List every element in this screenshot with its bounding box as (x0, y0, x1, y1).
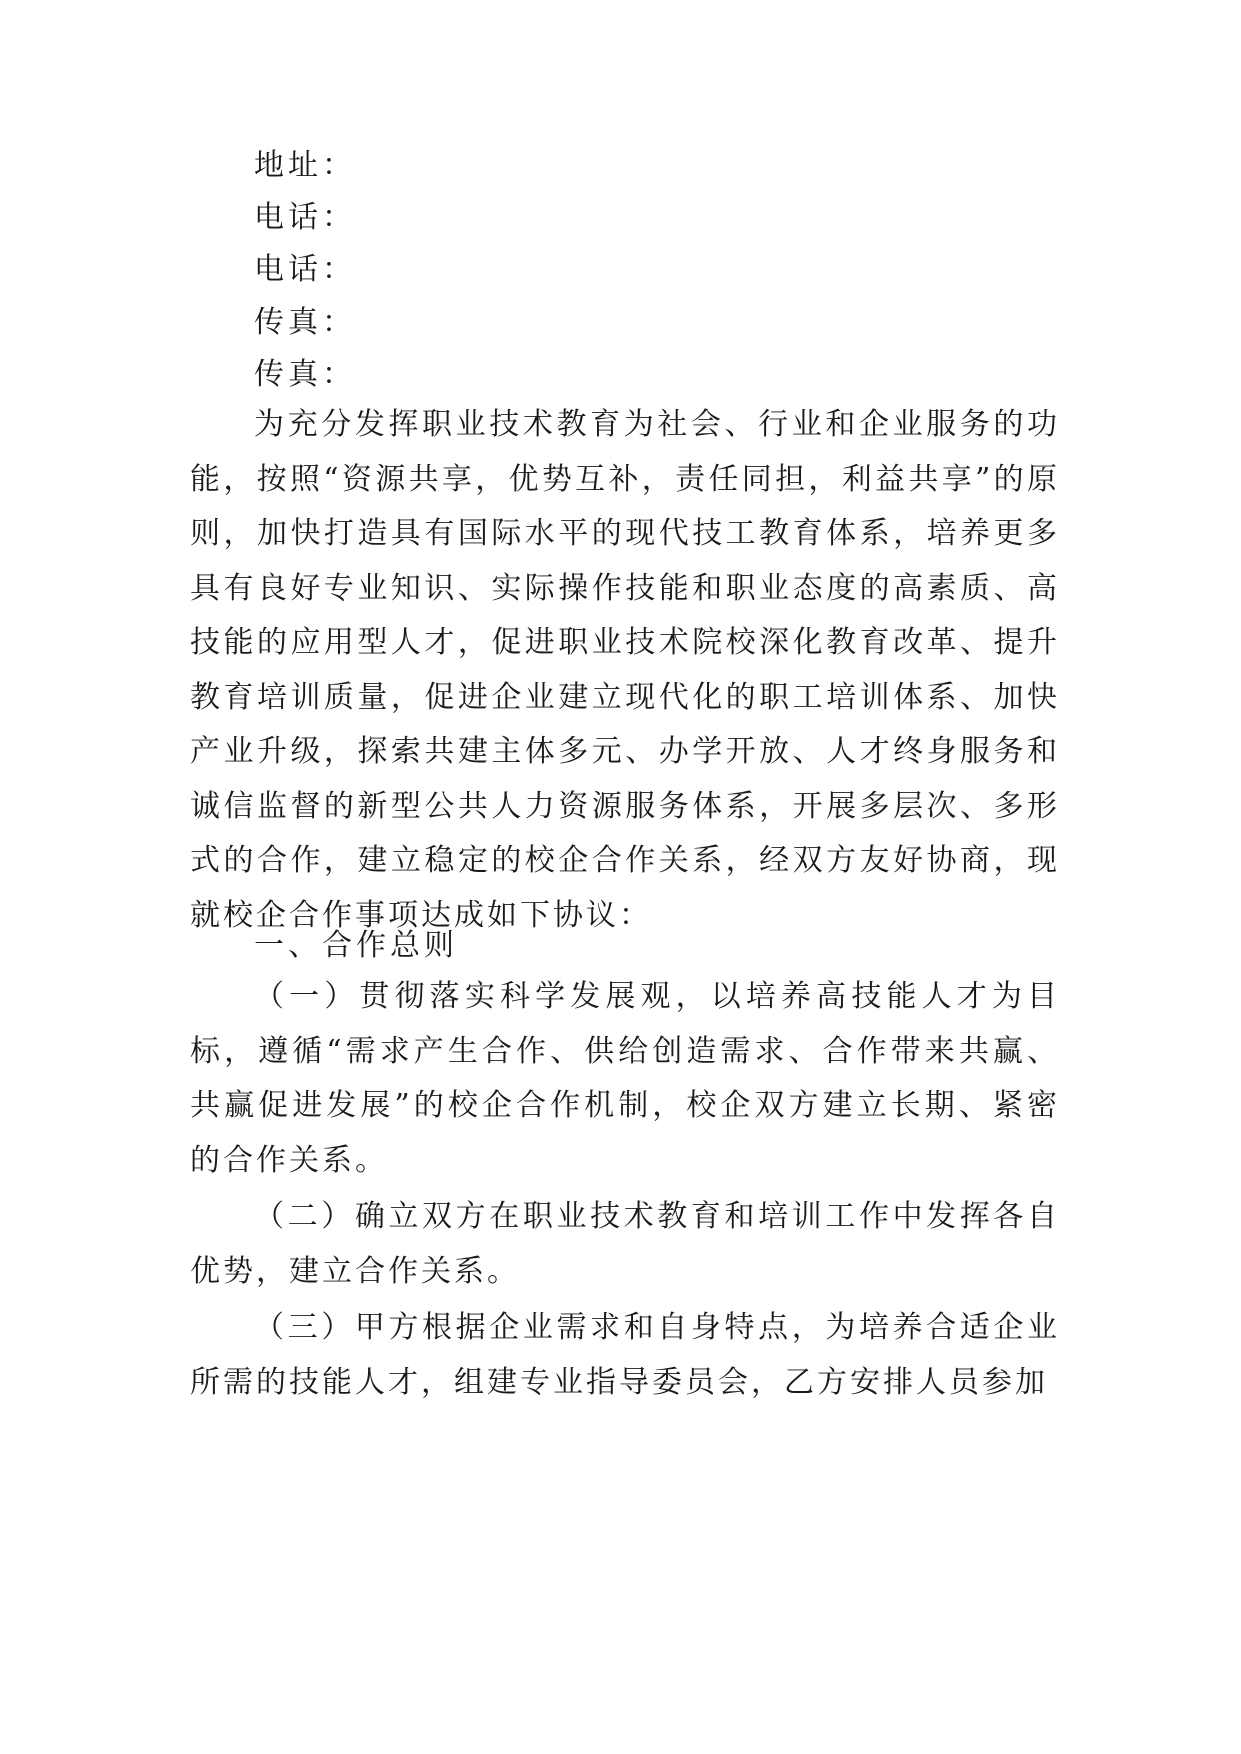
fax-label-1: 传真： (254, 305, 356, 340)
clause-3: （三）甲方根据企业需求和自身特点，为培养合适企业所需的技能人才，组建专业指导委员会，乙方安排人员参加 (190, 1310, 1060, 1400)
preamble-paragraph: 为充分发挥职业技术教育为社会、行业和企业服务的功能，按照“资源共享，优势互补，责任同担，利益共享”的原则，加快打造具有国际水平的现代技工教育体系，培养更多具有良好专业知识、实际操作技能和职业态度的高素质、高技能的应用型人才，促进职业技术院校深化教育改革、提升教育培训质量，促进企业建立现代化的职工培训体系、加快产业升级，探索共建主体多元、办学开放、人才终身服务和诚信监督的新型公共人力资源服务体系，开展多层次、多形式的合作，建立稳定的校企合作关系，经双方友好协商，现就校企合作事项达成如下协议： (190, 407, 1060, 933)
clause-1: （一）贯彻落实科学发展观，以培养高技能人才为目标，遵循“需求产生合作、供给创造需求、合作带来共赢、共赢促进发展”的校企合作机制，校企双方建立长期、紧密的合作关系。 (190, 979, 1060, 1178)
phone-label-2: 电话： (254, 252, 356, 287)
section-heading-general-principles: 一、合作总则 (254, 928, 458, 963)
preamble-block (190, 398, 1060, 943)
address-label: 地址： (254, 148, 356, 183)
section1-clauses (190, 970, 1060, 1410)
fax-label-2: 传真： (254, 357, 356, 392)
clause-2: （二）确立双方在职业技术教育和培训工作中发挥各自优势，建立合作关系。 (190, 1199, 1060, 1289)
phone-label-1: 电话： (254, 200, 356, 235)
